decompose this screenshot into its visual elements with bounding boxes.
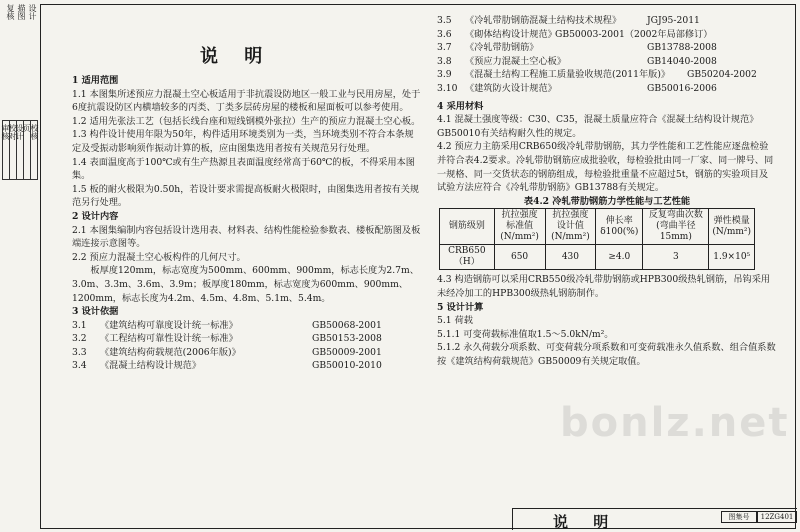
standard-title: 《冷轧带肋钢筋》	[465, 42, 539, 54]
table-cell: 430	[545, 245, 596, 270]
table-cell: 650	[494, 245, 545, 270]
standard-title: 《建筑防火设计规范》	[465, 82, 557, 94]
standard-code: GB50003-2001（2002年局部修订）	[555, 28, 713, 40]
watermark: bonlz.net	[560, 400, 790, 446]
atlas-number-label: 图集号	[721, 511, 757, 523]
table-header: 弹性模量(N/mm²)	[709, 209, 755, 245]
standard-code: GB50204-2002	[687, 69, 757, 81]
standard-number: 3.1	[72, 319, 87, 331]
standard-title: 《预应力混凝土空心板》	[465, 55, 567, 67]
margin-label: 复核	[6, 4, 15, 20]
standard-row	[437, 55, 777, 69]
stamp-cell: 校核	[30, 124, 39, 140]
section-heading: 4 采用材料	[437, 100, 484, 112]
table-caption: 表4.2 冷轧带肋钢筋力学性能与工艺性能	[523, 195, 691, 207]
title-block	[512, 508, 797, 530]
section-heading: 5 设计计算	[437, 301, 484, 313]
standard-row	[437, 82, 777, 96]
standard-row	[72, 346, 422, 360]
stamp-cell: 设计	[17, 121, 24, 179]
title-block-name: 说 明	[553, 513, 619, 531]
standard-code: GB50010-2010	[312, 360, 382, 372]
section-heading: 1 适用范围	[72, 75, 119, 86]
paragraph: 1.5 板的耐火极限为0.50h，若设计要求需提高板耐火极限时，由图集选用者按有关规范另行处理。	[72, 183, 420, 209]
standard-row	[72, 359, 422, 373]
steel-properties-table	[439, 208, 755, 270]
section-heading: 2 设计内容	[72, 210, 119, 222]
section-heading: 3 设计依据	[72, 306, 119, 318]
margin-label: 描图	[17, 4, 26, 20]
table-cell: 1.9×10⁵	[709, 245, 755, 270]
standard-code: GB50153-2008	[312, 333, 382, 345]
right-column	[437, 14, 777, 368]
paragraph: 2.2 预应力混凝土空心板构件的几何尺寸。	[72, 251, 246, 263]
paragraph: 4.1 混凝土强度等级：C30、C35，混凝土质量应符合《混凝土结构设计规范》GB50010有关结构耐久性的规定。	[437, 114, 759, 139]
standard-title: 《工程结构可靠性设计统一标准》	[100, 333, 238, 345]
standard-number: 3.9	[437, 69, 452, 81]
atlas-number: 12ZG401	[757, 511, 797, 523]
standard-row	[72, 319, 422, 333]
standard-code: GB14040-2008	[647, 55, 717, 67]
table-cell: ≥4.0	[596, 245, 643, 270]
standard-title: 《砌体结构设计规范》	[465, 28, 557, 40]
page-title: 说 明	[200, 46, 273, 67]
standard-title: 《冷轧带肋钢筋混凝土结构技术规程》	[465, 15, 622, 26]
paragraph: 1.3 构件设计使用年限为50年，构件适用环境类别为一类，当环境类别不符合本条规定及受振动影响须作振动计算的板，应由图集选用者按有关规范另行处理。	[72, 129, 414, 154]
stamp-cell: 校对	[10, 121, 17, 179]
standard-number: 3.5	[437, 15, 452, 26]
standard-row	[437, 41, 777, 55]
paragraph: 4.3 构造钢筋可以采用CRB550级冷轧带肋钢筋或HPB300级热轧钢筋，吊钩采用未经冷加工的HPB300级热轧钢筋制作。	[437, 274, 771, 299]
left-column	[72, 74, 422, 373]
standard-number: 3.7	[437, 42, 452, 54]
table-header: 钢筋级别	[440, 209, 495, 245]
margin-stamp-strip	[2, 120, 38, 180]
standard-number: 3.6	[437, 28, 452, 40]
paragraph: 板厚度120mm，标志宽度为500mm、600mm、900mm，标志长度为2.7m、3.0m、3.3m、3.6m、3.9m；板厚度180mm，标志宽度为600mm、900mm、1200mm，标志长度为4.2m、4.5m、4.8m、5.1m、5.4m。	[72, 265, 419, 304]
standard-number: 3.8	[437, 55, 452, 67]
paragraph: 1.4 表面温度高于100℃或有生产热源且表面温度经常高于60℃的板，不得采用本图集。	[72, 156, 415, 182]
standard-row	[72, 332, 422, 346]
table-header-row	[440, 209, 755, 245]
standard-number: 3.3	[72, 346, 87, 358]
standard-code: GB13788-2008	[647, 42, 717, 54]
standard-code: JGJ95-2011	[647, 15, 700, 26]
standard-title: 《混凝土结构工程施工质量验收规范(2011年版)》	[465, 69, 671, 81]
table-row	[440, 245, 755, 270]
standard-number: 3.2	[72, 333, 87, 345]
standard-title: 《建筑结构可靠度设计统一标准》	[100, 319, 238, 331]
stamp-cell: 页	[24, 121, 31, 179]
standard-title: 《混凝土结构设计规范》	[100, 360, 202, 372]
standard-code: GB50068-2001	[312, 319, 382, 331]
margin-top-labels	[3, 4, 37, 114]
stamp-cell: 审核	[3, 121, 10, 179]
paragraph: 5.1.1 可变荷载标准值取1.5～5.0kN/m²。	[437, 328, 614, 340]
table-cell: CRB650（H）	[440, 245, 495, 270]
table-header: 伸长率δ100(%)	[596, 209, 643, 245]
paragraph: 5.1.2 永久荷载分项系数、可变荷载分项系数和可变荷载准永久值系数、组合值系数按《建筑结构荷载规范》GB50009有关规定取值。	[437, 342, 776, 367]
standard-row	[437, 14, 777, 28]
table-header: 抗拉强度标准值(N/mm²)	[494, 209, 545, 245]
standard-row	[437, 28, 777, 42]
standard-number: 3.10	[437, 82, 458, 94]
paragraph: 1.2 适用先张法工艺（包括长线台座和短线钢模外张拉）生产的预应力混凝土空心板。	[72, 115, 421, 127]
paragraph: 2.1 本图集编制内容包括设计选用表、材料表、结构性能检验参数表、楼板配筋图及板端连接示意图等。	[72, 224, 421, 250]
paragraph: 4.2 预应力主筋采用CRB650级冷轧带肋钢筋，其力学性能和工艺性能应逐盘检验并符合表4.2要求。冷轧带肋钢筋应成批验收，每检验批由同一厂家、同一牌号、同一规格、同一交货状态的钢筋组成，每检验批重量不应超过5t，钢筋的实验项目及试验方法应符合《冷轧带肋钢筋》GB13788有关规定。	[437, 141, 774, 194]
standard-code: GB50009-2001	[312, 346, 382, 358]
standard-number: 3.4	[72, 360, 87, 372]
table-header: 抗拉强度设计值(N/mm²)	[545, 209, 596, 245]
table-cell: 3	[643, 245, 709, 270]
table-header: 反复弯曲次数(弯曲半径15mm)	[643, 209, 709, 245]
margin-label: 设计	[28, 4, 37, 20]
subsection-heading: 5.1 荷载	[437, 315, 473, 327]
paragraph: 1.1 本图集所述预应力混凝土空心板适用于非抗震设防地区一般工业与民用房屋，处于6度抗震设防区内横墙较多的丙类、丁类多层砖房屋的楼板和屋面板可以参考使用。	[72, 88, 421, 114]
standard-code: GB50016-2006	[647, 82, 717, 94]
standard-title: 《建筑结构荷载规范(2006年版)》	[100, 346, 241, 358]
standard-row	[437, 68, 777, 82]
